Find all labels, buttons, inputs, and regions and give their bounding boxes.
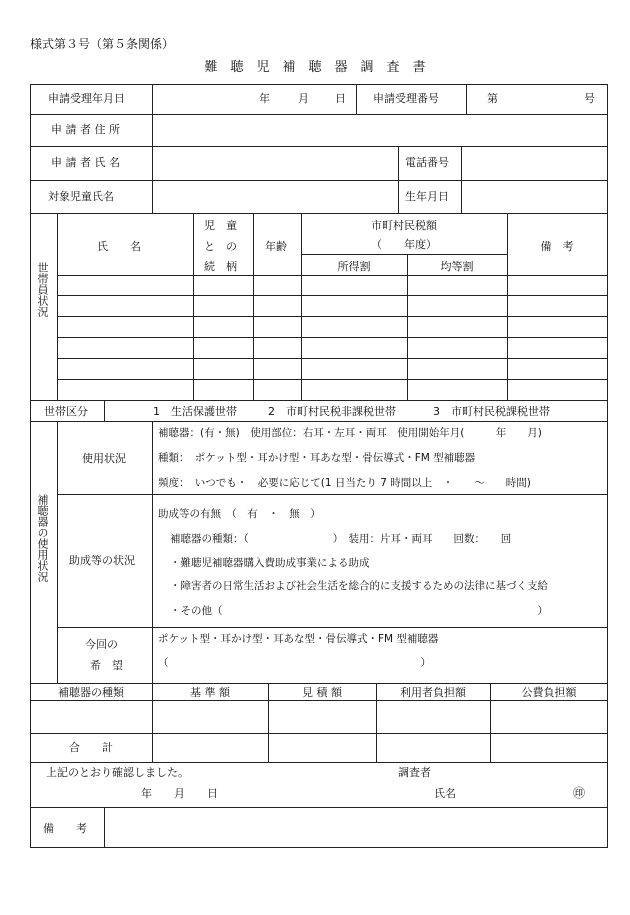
child-name-label: 対象児童氏名 — [48, 190, 114, 203]
col-remarks: 備 考 — [540, 240, 574, 253]
cost-col-standard: 基 準 額 — [190, 686, 230, 699]
col-tax-year: （ 年度） — [371, 238, 437, 251]
applicant-address-label: 申 請 者 住 所 — [51, 123, 120, 136]
category-option-2: 2 市町村民税非課税世帯 — [268, 405, 396, 418]
aid-line-3: ・難聴児補聴器購入費助成事業による助成 — [170, 557, 370, 569]
form-number-note: 様式第３号（第５条関係） — [30, 37, 175, 51]
remarks-field[interactable] — [105, 808, 607, 847]
usage-line-1: 補聴器：(有・無) 使用部位：右耳・左耳・両耳 使用開始年月( 年 月) — [158, 427, 542, 439]
phone-field[interactable] — [462, 147, 607, 180]
cost-col-type: 補聴器の種類 — [58, 686, 124, 699]
col-flat-tax: 均等割 — [440, 260, 474, 273]
cost-col-public-share: 公費負担額 — [521, 686, 577, 699]
document-title: 難 聴 児 補 聴 器 調 査 書 — [204, 60, 426, 75]
household-category-label: 世帯区分 — [44, 405, 88, 418]
wish-line-1: ポケット型・耳かけ型・耳あな型・骨伝導式・FM 型補聴器 — [158, 633, 439, 645]
child-name-field[interactable] — [153, 181, 398, 213]
usage-line-3: 頻度： いつでも・ 必要に応じて(1 日当たり 7 時間以上 ・ 〜 時間) — [158, 477, 531, 489]
confirmation-date: 年 月 日 — [141, 787, 218, 800]
usage-status-label: 使用状況 — [82, 452, 126, 465]
inspector-name-label: 氏名 — [434, 787, 456, 800]
remarks-label: 備 考 — [43, 822, 87, 835]
household-section-label: 世帯員状況 — [36, 262, 49, 317]
day-label: 日 — [335, 92, 346, 105]
aid-line-1: 助成等の有無 （ 有 ・ 無 ） — [158, 508, 321, 520]
col-income-tax: 所得割 — [337, 260, 371, 273]
col-tax: 市町村民税額 — [371, 219, 437, 232]
application-date-label: 申請受理年月日 — [48, 92, 125, 105]
cost-col-user-share: 利用者負担額 — [400, 686, 466, 699]
year-label: 年 — [259, 92, 270, 105]
aid-line-5: ・その他（ ） — [170, 605, 548, 617]
aid-status-label: 助成等の状況 — [69, 554, 135, 567]
birthdate-field[interactable] — [462, 181, 607, 213]
applicant-name-field[interactable] — [153, 147, 398, 180]
birthdate-label: 生年月日 — [405, 190, 449, 203]
cost-col-estimate: 見 積 額 — [302, 686, 342, 699]
month-label: 月 — [298, 92, 309, 105]
confirmation-text: 上記のとおり確認しました。 — [46, 766, 189, 779]
col-relation-3: 続 柄 — [204, 260, 237, 273]
usage-line-2: 種類： ポケット型・耳かけ型・耳あな型・骨伝導式・FM 型補聴器 — [158, 452, 476, 464]
col-relation-1: 児 童 — [204, 219, 237, 232]
wish-line-2: （ ） — [158, 657, 431, 669]
number-suffix: 号 — [584, 92, 595, 105]
wish-label-2: 希 望 — [90, 659, 123, 672]
col-age: 年齢 — [265, 240, 287, 253]
aid-line-2: 補聴器の種類：（ ） 装用：片耳・両耳 回数： 回 — [170, 533, 512, 545]
col-relation-2: と の — [204, 240, 237, 253]
col-name: 氏 名 — [97, 240, 141, 253]
seal-mark: ㊞ — [573, 786, 586, 800]
wish-label-1: 今回の — [85, 638, 118, 651]
cost-total-label: 合 計 — [69, 741, 113, 754]
applicant-address-field[interactable] — [153, 115, 607, 146]
category-option-1: 1 生活保護世帯 — [153, 405, 237, 418]
category-option-3: 3 市町村民税課税世帯 — [433, 405, 550, 418]
application-number-label: 申請受理番号 — [373, 92, 439, 105]
aid-line-4: ・障害者の日常生活および社会生活を総合的に支援するための法律に基づく支給 — [170, 580, 548, 592]
number-prefix: 第 — [487, 92, 498, 105]
applicant-name-label: 申 請 者 氏 名 — [51, 156, 120, 169]
phone-label: 電話番号 — [405, 156, 449, 169]
inspector-label: 調査者 — [398, 766, 431, 779]
usage-section-label: 補聴器の使用状況 — [36, 494, 49, 582]
